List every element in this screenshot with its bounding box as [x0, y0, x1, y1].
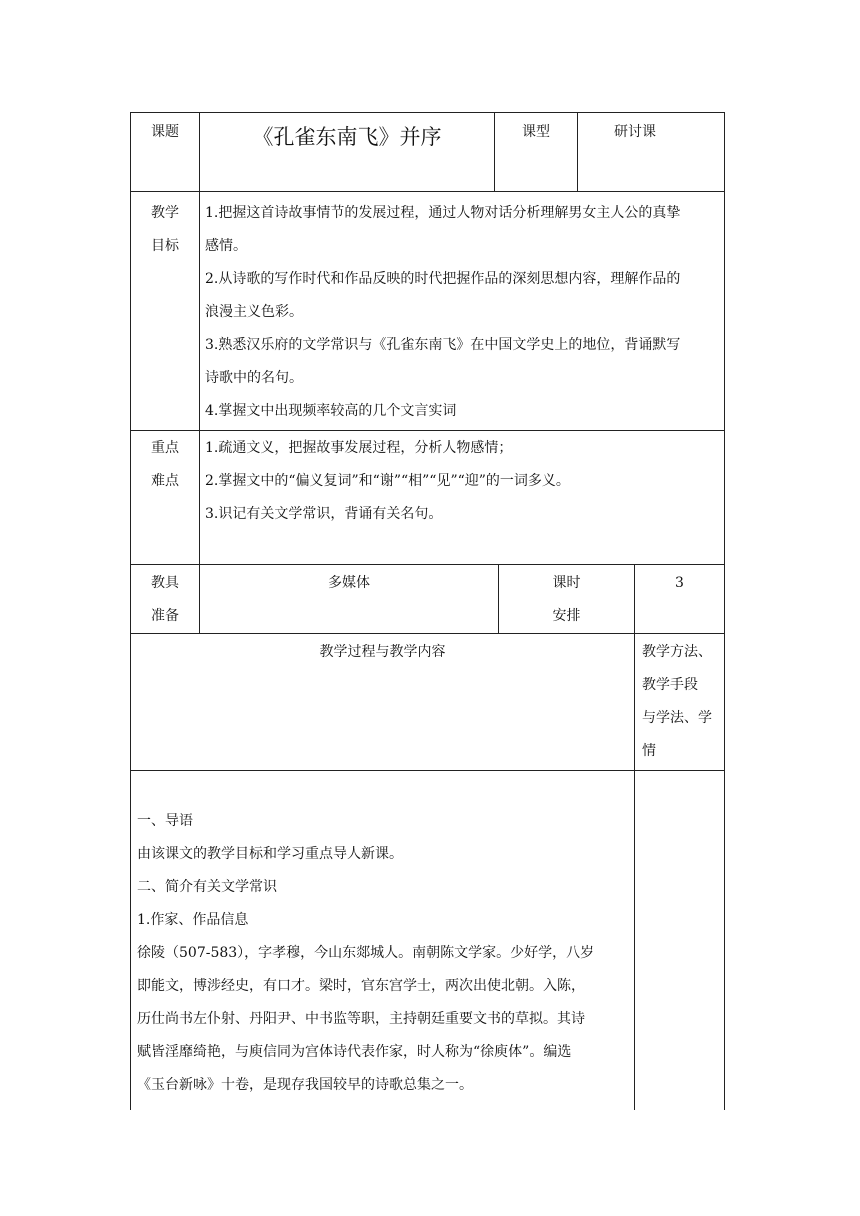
- objective-line: 诗歌中的名句。: [205, 370, 303, 386]
- grid-line: [130, 633, 725, 634]
- content-line: 历仕尚书左仆射、丹阳尹、中书监等职，主持朝廷重要文书的草拟。其诗: [137, 1011, 585, 1027]
- content-line: 赋皆淫靡绮艳，与庾信同为宫体诗代表作家，时人称为“徐庾体”。编选: [137, 1044, 572, 1060]
- methods-header: [642, 636, 724, 768]
- content-line: 《玉台新咏》十卷，是现存我国较早的诗歌总集之一。: [137, 1077, 473, 1093]
- tools-label-line-1: 教具: [151, 575, 179, 591]
- key-points-label-line-2: 难点: [151, 473, 179, 489]
- objective-line: 浪漫主义色彩。: [205, 304, 303, 320]
- grid-line: [199, 112, 200, 633]
- content-line: 一、导语: [137, 813, 193, 829]
- objectives-label: [131, 197, 199, 263]
- grid-line: [130, 770, 725, 771]
- key-point-line: 1.疏通文义，把握故事发展过程，分析人物感情；: [205, 440, 513, 456]
- key-point-line: 2.掌握文中的“偏义复词”和“谢”“相”“见”“迎”的一词多义。: [205, 473, 570, 489]
- grid-line: [634, 564, 635, 1110]
- objectives-list: [205, 197, 721, 428]
- objective-line: 4.掌握文中出现频率较高的几个文言实词: [205, 403, 457, 419]
- grid-line: [577, 112, 578, 191]
- content-line: 二、简介有关文学常识: [137, 879, 277, 895]
- objectives-label-line-1: 教学: [151, 205, 179, 221]
- hours-label-line-2: 安排: [552, 608, 581, 624]
- content-body: [137, 805, 632, 1102]
- methods-header-line: 教学方法、: [642, 644, 712, 660]
- grid-line: [130, 191, 725, 192]
- methods-header-line: 情: [642, 743, 656, 759]
- topic-label: 课题: [151, 124, 179, 140]
- hours-value: 3: [675, 575, 684, 591]
- hours-label: [499, 567, 634, 633]
- methods-header-line: 与学法、学: [642, 710, 712, 726]
- objectives-label-line-2: 目标: [151, 238, 179, 254]
- content-line: 由该课文的教学目标和学习重点导人新课。: [137, 846, 403, 862]
- objective-line: 2.从诗歌的写作时代和作品反映的时代把握作品的深刻思想内容，理解作品的: [205, 271, 681, 287]
- tools-value: 多媒体: [328, 575, 370, 591]
- process-header: 教学过程与教学内容: [319, 644, 446, 660]
- grid-line: [724, 112, 725, 1110]
- objective-line: 3.熟悉汉乐府的文学常识与《孔雀东南飞》在中国文学史上的地位，背诵默写: [205, 337, 681, 353]
- grid-line: [130, 430, 725, 431]
- objective-line: 1.把握这首诗故事情节的发展过程，通过人物对话分析理解男女主人公的真挚: [205, 205, 681, 221]
- lesson-type-value: 研讨课: [614, 124, 656, 140]
- content-line: 即能文，博涉经史，有口才。梁时，官东宫学士，两次出使北朝。入陈，: [137, 978, 585, 994]
- grid-line: [130, 564, 725, 565]
- key-point-line: 3.识记有关文学常识，背诵有关名句。: [205, 506, 443, 522]
- hours-label-line-1: 课时: [552, 575, 581, 591]
- key-points-label: [131, 432, 199, 498]
- content-line: 徐陵（507-583），字孝穆，今山东郯城人。南朝陈文学家。少好学，八岁: [137, 945, 595, 961]
- objective-line: 感情。: [205, 238, 247, 254]
- content-line: 1.作家、作品信息: [137, 912, 249, 928]
- lesson-type-label: 课型: [522, 124, 550, 140]
- lesson-title: 《孔雀东南飞》并序: [252, 125, 442, 149]
- key-points-list: [205, 432, 721, 531]
- tools-label-line-2: 准备: [151, 608, 179, 624]
- methods-header-line: 教学手段: [642, 677, 698, 693]
- grid-line: [130, 112, 725, 113]
- tools-label: [131, 567, 199, 633]
- key-points-label-line-1: 重点: [151, 440, 179, 456]
